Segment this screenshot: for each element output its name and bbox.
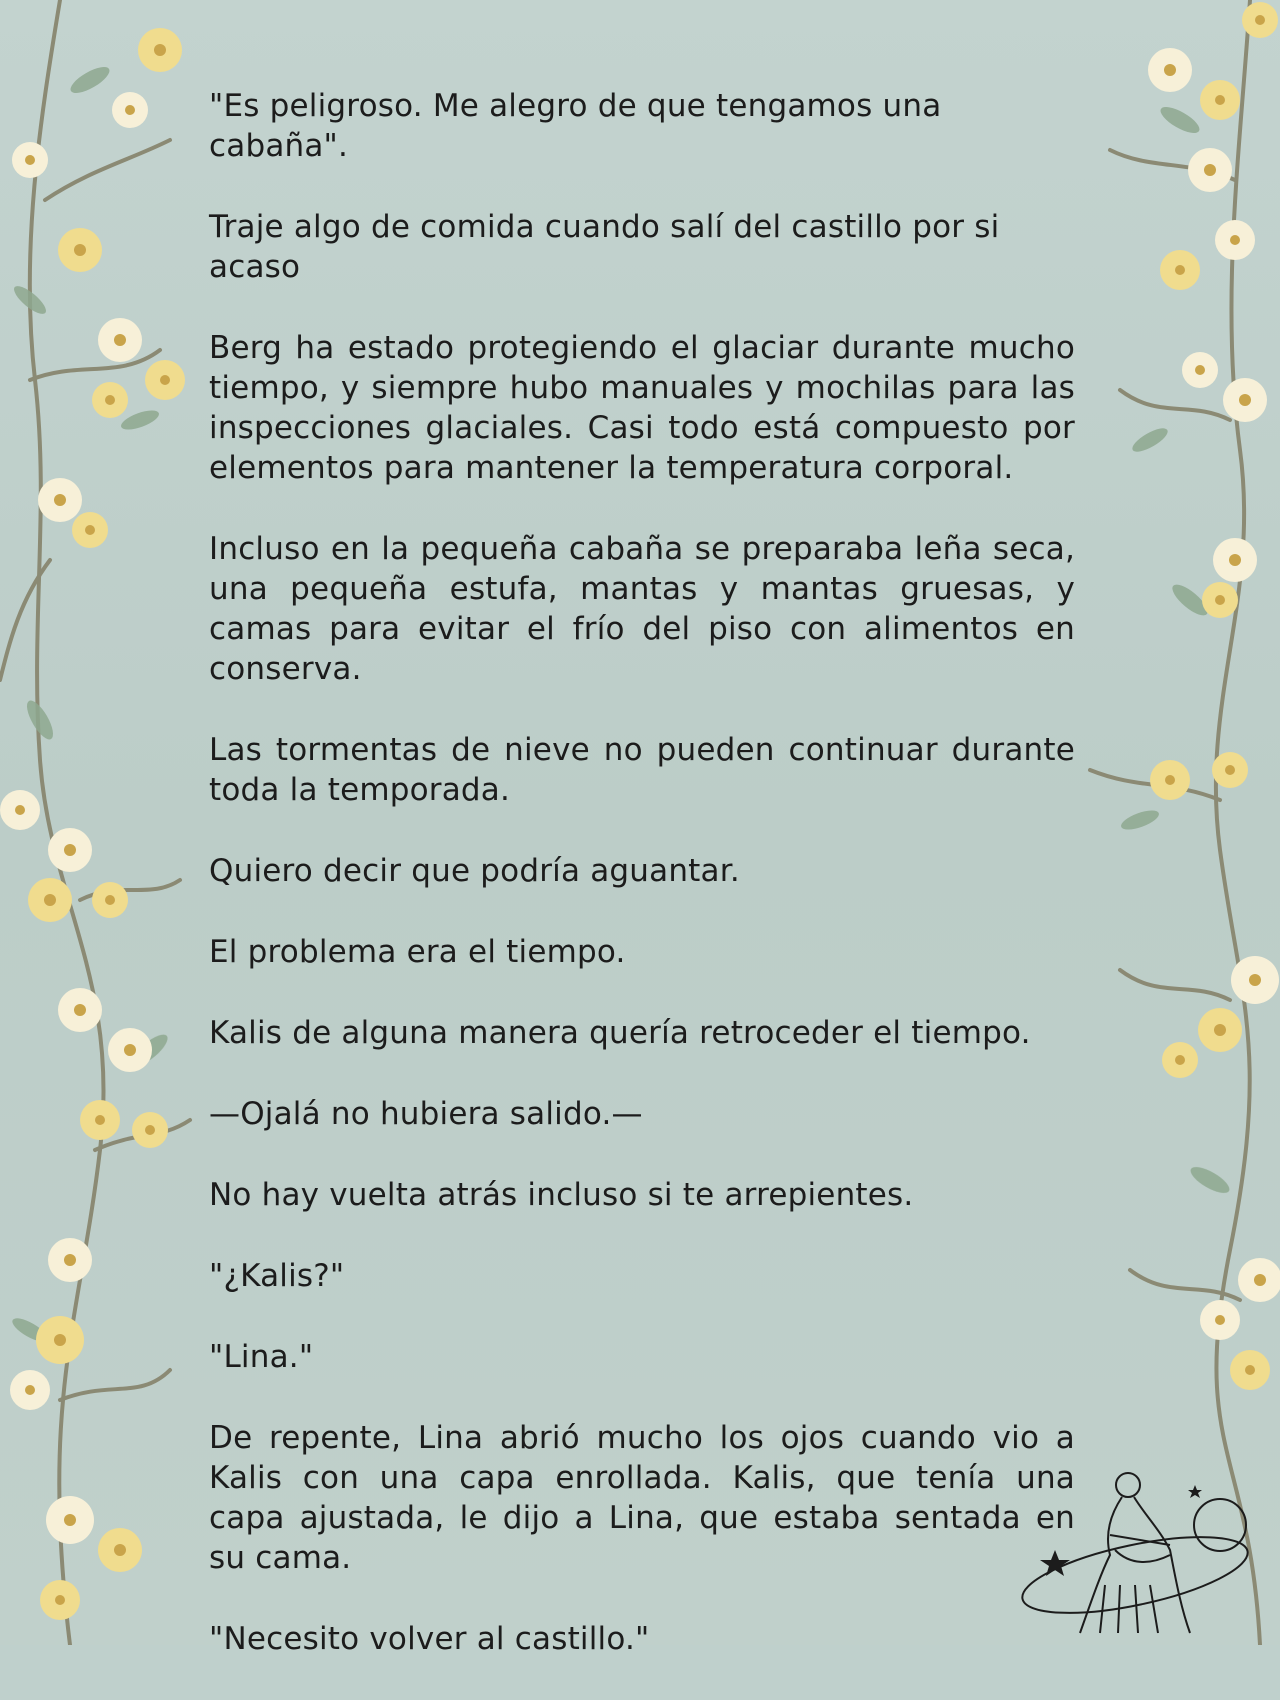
paragraph: No hay vuelta atrás incluso si te arrepientes. [209, 1177, 914, 1213]
paragraph: De repente, Lina abrió mucho los ojos cuando vio a Kalis con una capa enrollada. Kalis, que tenía una capa ajustada, le dijo a Lina, que estaba sentada en su cama. [209, 1420, 1075, 1576]
reading-woman-sketch-icon [1010, 1455, 1260, 1635]
flowering-branch-left-icon [0, 0, 200, 1645]
paragraph: El problema era el tiempo. [209, 934, 626, 970]
paragraph: —Ojalá no hubiera salido.— [209, 1096, 643, 1132]
paragraph: Berg ha estado protegiendo el glaciar durante mucho tiempo, y siempre hubo manuales y mochilas para las inspecciones glaciales. Casi todo está compuesto por elementos para mantener la temperatura corporal. [209, 330, 1075, 486]
paragraph: Incluso en la pequeña cabaña se preparaba leña seca, una pequeña estufa, mantas y mantas gruesas, y camas para evitar el frío del piso con alimentos en conserva. [209, 531, 1075, 687]
paragraph: "Lina." [209, 1339, 314, 1375]
paragraph: "Es peligroso. Me alegro de que tengamos una cabaña". [209, 88, 942, 164]
paragraph: "¿Kalis?" [209, 1258, 345, 1294]
paragraph: Kalis de alguna manera quería retroceder el tiempo. [209, 1015, 1031, 1051]
story-text [209, 86, 1075, 1700]
paragraph: Traje algo de comida cuando salí del castillo por si acaso [209, 209, 1000, 285]
flowering-branch-right-icon [1050, 0, 1280, 1645]
paragraph: Quiero decir que podría aguantar. [209, 853, 740, 889]
paragraph: "Necesito volver al castillo." [209, 1621, 650, 1657]
paragraph: Las tormentas de nieve no pueden continuar durante toda la temporada. [209, 732, 1075, 808]
